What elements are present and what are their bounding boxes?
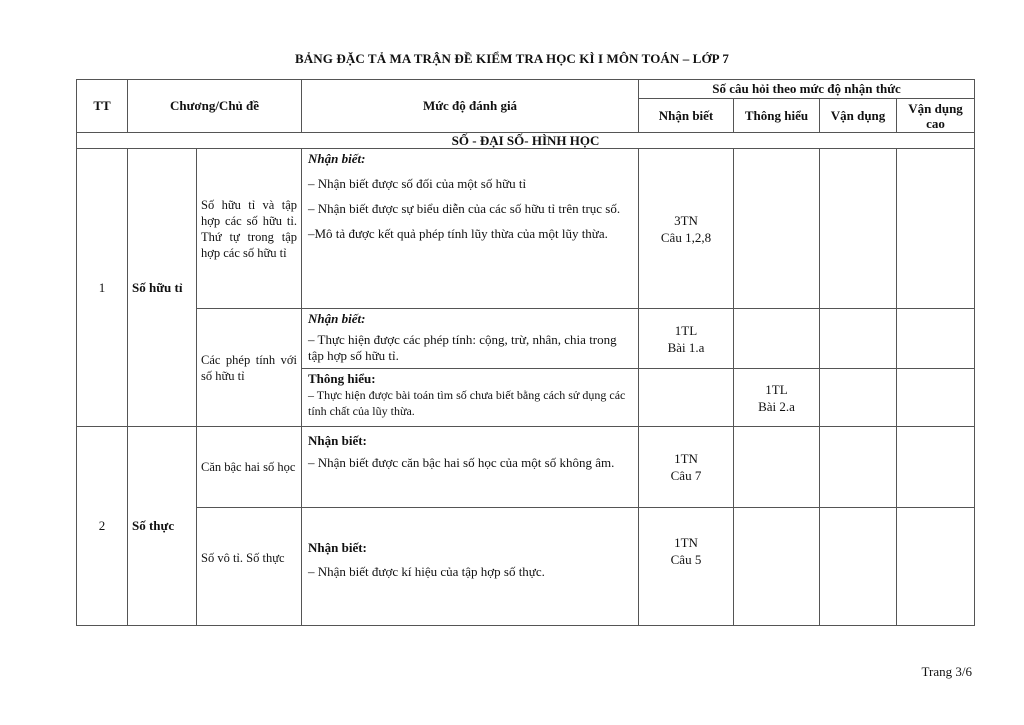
- question-ref: Câu 7: [670, 468, 702, 483]
- criteria-heading: Thông hiểu:: [308, 371, 376, 386]
- comprehension-count: [734, 508, 820, 626]
- criteria-item: – Thực hiện được các phép tính: cộng, trừ, nhân, chia trong tập hợp số hữu tỉ.: [308, 332, 617, 363]
- application-count: [820, 427, 897, 508]
- high-application-count: [897, 369, 975, 427]
- header-assessment: Mức độ đánh giá: [302, 80, 639, 133]
- criteria-item: – Nhận biết được căn bậc hai số học của một số không âm.: [308, 455, 615, 470]
- recognition-count: [639, 309, 734, 369]
- question-count: 1TL: [674, 322, 698, 338]
- chapter-name: Số hữu tỉ: [128, 149, 197, 427]
- row-number: 2: [77, 427, 128, 626]
- question-count: 1TL: [765, 381, 788, 397]
- header-recognition: Nhận biết: [639, 99, 734, 133]
- recognition-count: [639, 369, 734, 427]
- comprehension-count: [734, 369, 820, 427]
- page-title: BẢNG ĐẶC TẢ MA TRẬN ĐỀ KIỂM TRA HỌC KÌ I MÔN TOÁN – LỚP 7: [295, 51, 729, 66]
- header-application: Vận dụng: [820, 99, 897, 133]
- question-ref: Câu 5: [670, 552, 702, 567]
- criteria-cell: [302, 508, 639, 626]
- criteria-item: – Nhận biết được kí hiệu của tập hợp số thực.: [308, 564, 545, 579]
- section-row: [77, 133, 975, 149]
- application-count: [820, 149, 897, 309]
- criteria-item: – Thực hiện được bài toán tìm số chưa biết bằng cách sử dụng các tính chất của lũy thừa.: [308, 388, 626, 418]
- criteria-cell: [302, 427, 639, 508]
- header-high-application: Vận dụng cao: [897, 99, 975, 133]
- question-ref: Bài 1.a: [667, 339, 705, 355]
- question-count: 3TN: [674, 212, 698, 228]
- comprehension-count: [734, 149, 820, 309]
- subtopic-name: Căn bậc hai số học: [197, 427, 302, 508]
- high-application-count: [897, 508, 975, 626]
- header-question-group: Số câu hỏi theo mức độ nhận thức: [639, 80, 975, 99]
- header-tt: TT: [77, 80, 128, 133]
- row-number: 1: [77, 149, 128, 427]
- high-application-count: [897, 427, 975, 508]
- application-count: [820, 508, 897, 626]
- recognition-count: [639, 508, 734, 626]
- recognition-count: [639, 149, 734, 309]
- question-ref: Câu 1,2,8: [660, 229, 712, 245]
- subtopic-name: Số hữu tỉ và tập hợp các số hữu tỉ. Thứ tự trong tập hợp các số hữu tỉ: [197, 149, 302, 309]
- table-row: [77, 427, 975, 508]
- page-number: Trang 3/6: [921, 664, 972, 679]
- table-row: [77, 309, 975, 369]
- criteria-item: –Mô tả được kết quả phép tính lũy thừa của một lũy thừa.: [308, 226, 608, 241]
- header-comprehension: Thông hiểu: [734, 99, 820, 133]
- section-title: SỐ - ĐẠI SỐ- HÌNH HỌC: [77, 133, 975, 149]
- high-application-count: [897, 309, 975, 369]
- specification-table: [76, 79, 975, 626]
- comprehension-count: [734, 427, 820, 508]
- question-count: 1TN: [674, 535, 698, 550]
- subtopic-name: Số vô tỉ. Số thực: [197, 508, 302, 626]
- criteria-cell: [302, 309, 639, 369]
- table-row: [77, 508, 975, 626]
- criteria-heading: Nhận biết:: [308, 433, 367, 448]
- subtopic-name: Các phép tính với số hữu tỉ: [197, 309, 302, 427]
- recognition-count: [639, 427, 734, 508]
- question-count: 1TN: [674, 451, 698, 466]
- application-count: [820, 309, 897, 369]
- question-ref: Bài 2.a: [758, 398, 795, 414]
- criteria-heading: Nhận biết:: [308, 540, 367, 555]
- criteria-cell: [302, 369, 639, 427]
- comprehension-count: [734, 309, 820, 369]
- table-row: [77, 149, 975, 309]
- header-chapter: Chương/Chủ đề: [128, 80, 302, 133]
- criteria-heading: Nhận biết:: [308, 311, 366, 326]
- header-row-1: [77, 80, 975, 99]
- high-application-count: [897, 149, 975, 309]
- criteria-heading: Nhận biết:: [308, 151, 366, 166]
- criteria-item: – Nhận biết được số đối của một số hữu tỉ: [308, 176, 527, 191]
- criteria-item: – Nhận biết được sự biểu diễn của các số hữu tỉ trên trục số.: [308, 201, 621, 216]
- application-count: [820, 369, 897, 427]
- criteria-cell: [302, 149, 639, 309]
- chapter-name: Số thực: [128, 427, 197, 626]
